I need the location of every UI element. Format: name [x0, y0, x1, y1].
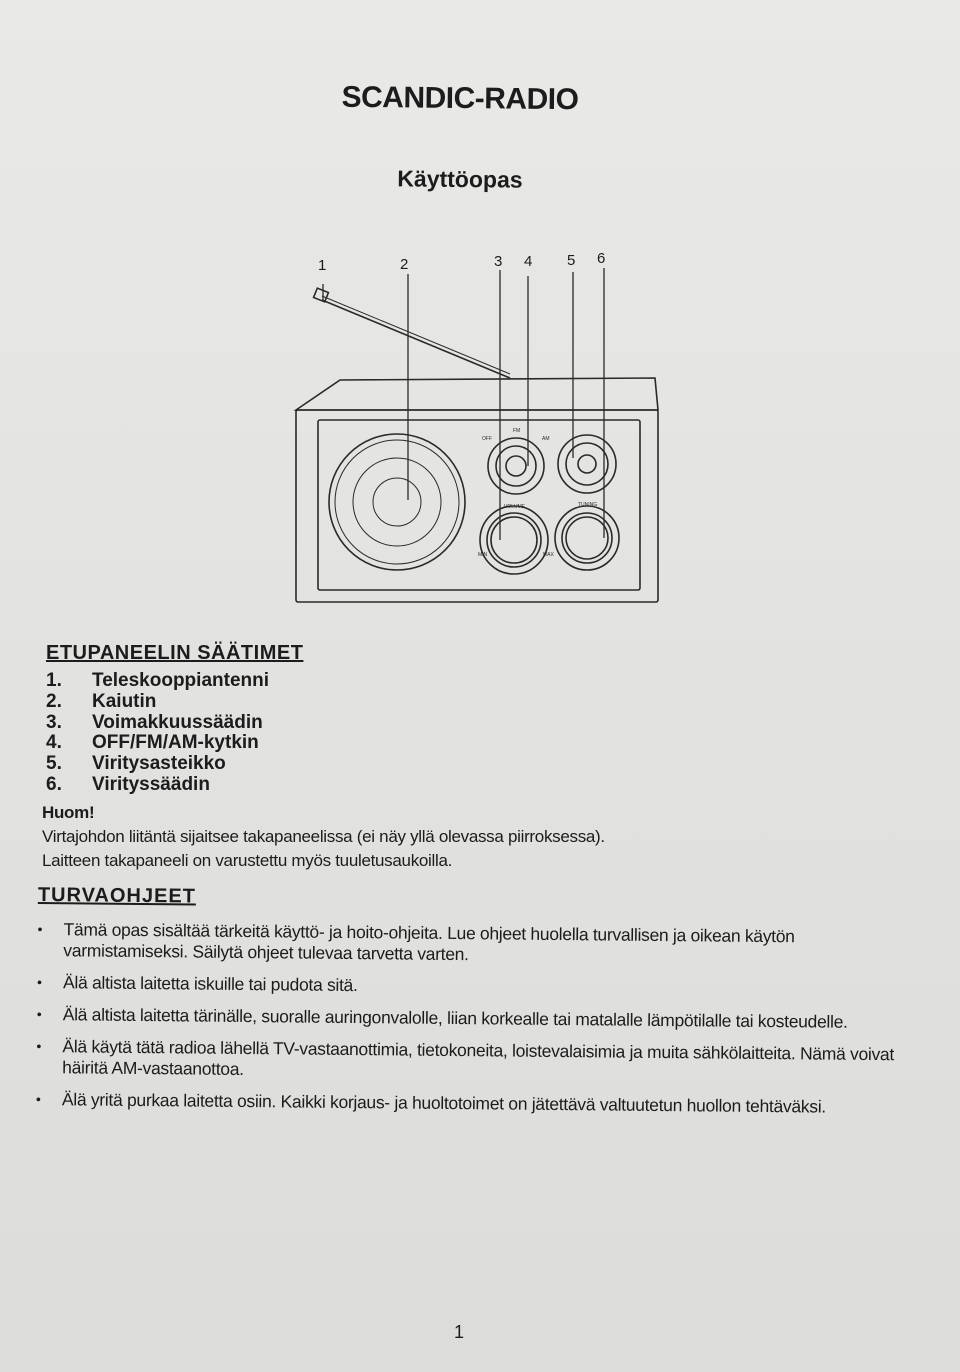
note-section: [42, 801, 842, 873]
list-item: [46, 671, 303, 692]
item-number: 5.: [46, 753, 62, 775]
tuning-knob: [555, 506, 619, 570]
document-subtitle: Käyttöopas: [397, 165, 523, 193]
document-title: SCANDIC-RADIO: [341, 80, 579, 117]
item-label: Kaiutin: [92, 690, 157, 712]
list-item: [46, 692, 303, 713]
front-panel-heading: ETUPANEELIN SÄÄTIMET: [46, 642, 304, 664]
front-panel-list: [46, 671, 303, 796]
bullet-icon: •: [36, 1037, 42, 1055]
callout-lines: [323, 268, 604, 540]
item-label: Teleskooppiantenni: [92, 670, 270, 691]
item-number: 1.: [46, 670, 62, 691]
safety-item-text: Älä käytä tätä radioa lähellä TV-vastaanottimia, tietokoneita, loistevalaisimia ja muita sähkölaitteita. Nämä voivat häiritä AM-vastaanottoa.: [62, 1036, 895, 1079]
safety-item-text: Tämä opas sisältää tärkeitä käyttö- ja hoito-ohjeita. Lue ohjeet huolella turvallisen ja oikean käytön varmistamiseksi. Säilytä ohjeet tulevaa tarvetta varten.: [63, 919, 795, 965]
item-number: 6.: [46, 773, 62, 795]
page-number: 1: [454, 1322, 465, 1342]
safety-item-text: Älä altista laitetta tärinälle, suoralle auringonvalolle, liian korkealle tai matalalle lämpötilalle tai kosteudelle.: [62, 1004, 848, 1032]
safety-item-text: Älä yritä purkaa laitetta osiin. Kaikki korjaus- ja huoltotoimet on jätettävä valtuutetun huollon tehtäväksi.: [61, 1089, 826, 1117]
label-tuning: TUNING: [578, 502, 598, 508]
label-max: MAX: [543, 552, 554, 558]
list-item: [36, 1036, 896, 1086]
bullet-icon: •: [35, 1090, 41, 1108]
item-label: Voimakkuussäädin: [92, 711, 263, 733]
speaker-grille: [329, 434, 465, 570]
callout-3: 3: [494, 253, 503, 270]
note-title: Huom!: [42, 803, 95, 822]
label-fm: FM: [513, 428, 521, 434]
list-item: [46, 713, 303, 734]
callout-4: 4: [524, 253, 533, 270]
bullet-icon: •: [36, 973, 42, 991]
safety-item-text: Älä altista laitetta iskuille tai pudota sitä.: [62, 972, 358, 996]
safety-list: [36, 919, 898, 1118]
volume-knob: [480, 506, 548, 574]
list-item: [46, 754, 303, 775]
list-item: [37, 919, 897, 969]
label-am: AM: [542, 436, 550, 442]
list-item: [37, 972, 897, 1001]
safety-heading: TURVAOHJEET: [37, 884, 197, 908]
item-number: 2.: [46, 690, 62, 712]
callout-2: 2: [400, 256, 409, 273]
callout-numbers: [318, 250, 605, 274]
callout-6: 6: [597, 250, 606, 267]
front-panel-section: [46, 642, 303, 796]
function-switch: [488, 438, 544, 494]
radio-diagram: [0, 0, 960, 640]
note-line: Laitteen takapaneeli on varustettu myös tuuletusaukoilla.: [42, 851, 453, 870]
item-label: Virityssäädin: [92, 773, 210, 795]
bullet-icon: •: [36, 1005, 42, 1023]
label-min: MIN: [478, 552, 488, 558]
callout-1: 1: [318, 257, 327, 274]
list-item: [36, 1089, 896, 1118]
antenna-line: [322, 300, 510, 378]
tuning-dial-scale: [558, 435, 616, 493]
list-item: [37, 1004, 897, 1033]
item-label: Viritysasteikko: [92, 753, 226, 775]
callout-5: 5: [567, 252, 576, 269]
list-item: [46, 775, 303, 796]
label-off: OFF: [482, 436, 492, 442]
item-number: 4.: [46, 732, 62, 754]
item-label: OFF/FM/AM-kytkin: [92, 732, 259, 754]
safety-section: [36, 884, 898, 1129]
bullet-icon: •: [37, 920, 43, 938]
item-number: 3.: [46, 711, 62, 733]
note-line: Virtajohdon liitäntä sijaitsee takapaneelissa (ei näy yllä olevassa piirroksessa).: [42, 827, 605, 846]
label-volume: VOLUME: [504, 504, 526, 510]
list-item: [46, 733, 303, 754]
